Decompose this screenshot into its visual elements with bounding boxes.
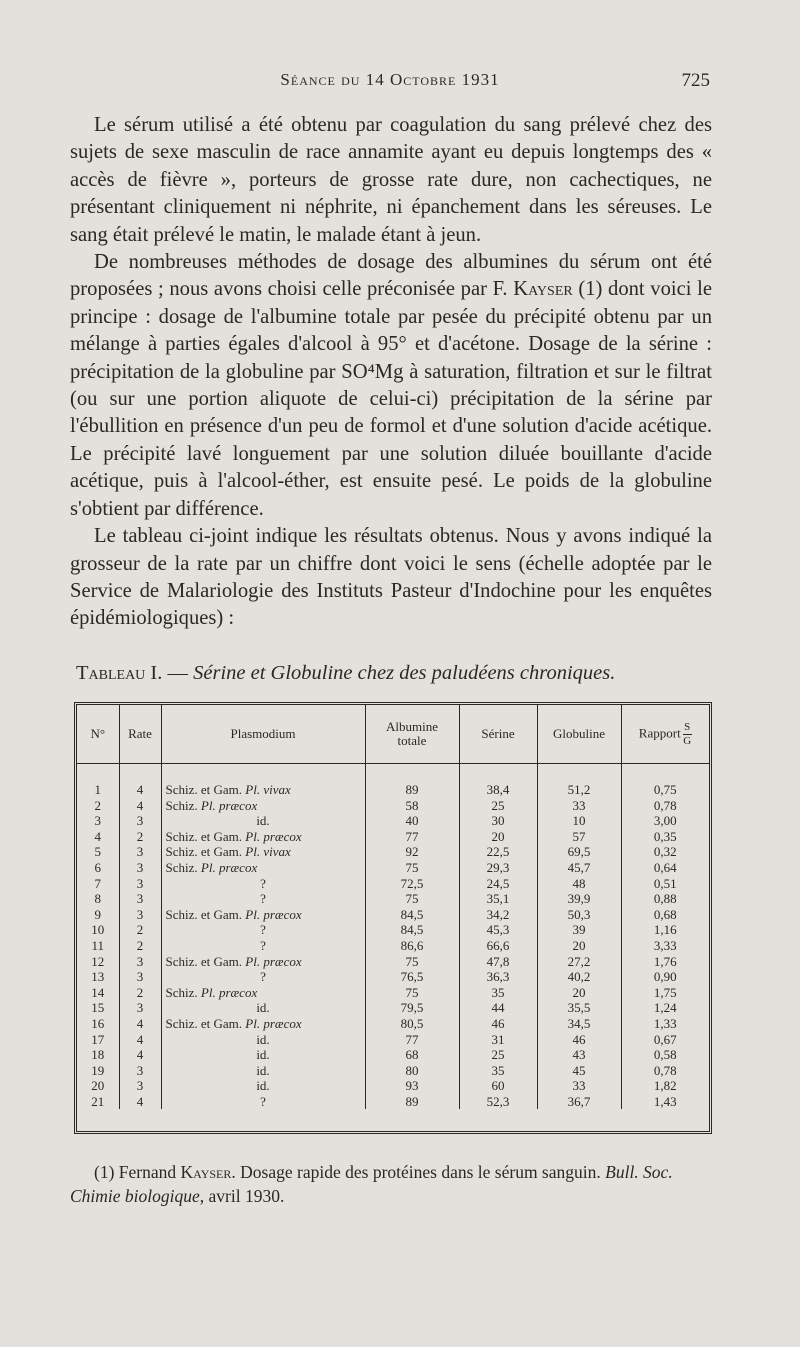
cell-rapport: 1,24 <box>621 1000 709 1016</box>
cell-rate: 2 <box>119 922 161 938</box>
cell-rapport: 1,76 <box>621 954 709 970</box>
cell-rapport: 0,75 <box>621 782 709 798</box>
table-header-row <box>77 705 709 764</box>
cell-rapport: 0,78 <box>621 798 709 814</box>
cell-no: 20 <box>91 1078 105 1094</box>
footnote-journal: Bull. Soc. Chimie biologique <box>70 1162 673 1206</box>
cell-no: 7 <box>94 875 101 891</box>
author-name: Kayser <box>513 278 573 301</box>
results-table <box>74 702 712 1134</box>
table-row <box>77 1078 709 1094</box>
cell-rapport: 1,75 <box>621 985 709 1001</box>
cell-no: 14 <box>91 984 105 1000</box>
cell-no: 12 <box>91 953 105 969</box>
cell-rate: 4 <box>119 798 161 814</box>
cell-plasmodium <box>161 813 365 829</box>
cell-rapport: 1,43 <box>621 1094 709 1110</box>
cell-serine: 22,5 <box>459 844 537 860</box>
cell-rapport: 0,78 <box>621 1063 709 1079</box>
header-rapport-label: Rapport <box>638 724 681 740</box>
cell-albumine: 40 <box>365 813 459 829</box>
cell-no: 6 <box>94 859 101 875</box>
cell-rate: 3 <box>119 907 161 923</box>
cell-albumine: 84,5 <box>365 922 459 938</box>
table-row <box>77 938 709 954</box>
cell-serine: 45,3 <box>459 922 537 938</box>
table-spacer-row <box>77 764 709 783</box>
cell-rate: 3 <box>119 1063 161 1079</box>
plasmodium-stage: id. <box>256 813 270 829</box>
table-row <box>77 1063 709 1079</box>
cell-serine: 29,3 <box>459 860 537 876</box>
cell-albumine: 75 <box>365 985 459 1001</box>
table-label: Tableau I. — <box>76 662 188 684</box>
cell-no: 2 <box>94 797 101 813</box>
cell-serine: 24,5 <box>459 876 537 892</box>
cell-no: 17 <box>91 1031 105 1047</box>
cell-no: 1 <box>94 782 101 797</box>
cell-globuline: 33 <box>537 798 621 814</box>
cell-globuline: 50,3 <box>537 907 621 923</box>
cell-no: 15 <box>91 1000 105 1016</box>
cell-albumine: 92 <box>365 844 459 860</box>
header-albumine-line2: totale <box>397 733 427 748</box>
cell-albumine: 84,5 <box>365 907 459 923</box>
plasmodium-stage: id. <box>256 1031 270 1047</box>
ratio-fraction <box>683 722 692 747</box>
cell-globuline: 20 <box>537 938 621 954</box>
cell-globuline: 20 <box>537 985 621 1001</box>
cell-rapport: 0,35 <box>621 829 709 845</box>
cell-plasmodium <box>161 922 365 938</box>
cell-serine: 35 <box>459 985 537 1001</box>
cell-rate: 4 <box>119 1094 161 1110</box>
cell-globuline: 69,5 <box>537 844 621 860</box>
table-row <box>77 1047 709 1063</box>
cell-globuline: 27,2 <box>537 954 621 970</box>
cell-globuline: 35,5 <box>537 1000 621 1016</box>
header-albumine-line1: Albumine <box>386 719 438 734</box>
cell-serine: 35 <box>459 1063 537 1079</box>
cell-no: 10 <box>91 922 105 938</box>
cell-albumine: 75 <box>365 954 459 970</box>
plasmodium-stage: Schiz. et Gam. <box>165 1015 246 1031</box>
fraction-numerator: S <box>684 720 691 733</box>
page-header <box>70 70 710 100</box>
header-rate: Rate <box>119 705 161 764</box>
cell-rate: 3 <box>119 1078 161 1094</box>
cell-rate: 4 <box>119 782 161 798</box>
cell-rapport: 1,33 <box>621 1016 709 1032</box>
cell-serine: 47,8 <box>459 954 537 970</box>
cell-rapport: 0,32 <box>621 844 709 860</box>
table-row <box>77 922 709 938</box>
cell-rapport: 0,67 <box>621 1032 709 1048</box>
cell-plasmodium <box>161 891 365 907</box>
cell-plasmodium <box>161 1032 365 1048</box>
header-serine: Sérine <box>459 705 537 764</box>
cell-plasmodium <box>161 829 365 845</box>
table-row <box>77 782 709 798</box>
cell-no: 19 <box>91 1062 105 1078</box>
cell-serine: 20 <box>459 829 537 845</box>
paragraph-1: Le sérum utilisé a été obtenu par coagulation du sang prélevé chez des sujets de sexe masculin de race annamite ayant eu depuis longtemps des « accès de fièvre », porteurs de grosse rate dure, non cachectiques, ne présentant cliniquement ni néphrite, ni épanchement dans les séreuses. Le sang était prélevé le matin, le malade étant à jeun. <box>70 114 712 246</box>
cell-albumine: 68 <box>365 1047 459 1063</box>
cell-no: 13 <box>91 969 105 985</box>
table-caption <box>76 662 716 685</box>
cell-albumine: 89 <box>365 782 459 798</box>
plasmodium-species: Pl. præcox <box>245 828 302 844</box>
cell-rate: 3 <box>119 969 161 985</box>
plasmodium-stage: id. <box>256 1047 270 1063</box>
cell-plasmodium <box>161 938 365 954</box>
table-row <box>77 1032 709 1048</box>
cell-globuline: 46 <box>537 1032 621 1048</box>
cell-globuline: 36,7 <box>537 1094 621 1110</box>
cell-serine: 44 <box>459 1000 537 1016</box>
plasmodium-stage: Schiz. et Gam. <box>165 782 246 797</box>
cell-no: 5 <box>94 844 101 860</box>
cell-plasmodium <box>161 1000 365 1016</box>
cell-serine: 35,1 <box>459 891 537 907</box>
cell-globuline: 10 <box>537 813 621 829</box>
cell-globuline: 48 <box>537 876 621 892</box>
cell-plasmodium <box>161 844 365 860</box>
body-text <box>70 112 712 633</box>
cell-rapport: 3,00 <box>621 813 709 829</box>
cell-rate: 4 <box>119 1016 161 1032</box>
paragraph-3: Le tableau ci-joint indique les résultats obtenus. Nous y avons indiqué la grosseur de la rate par un chiffre dont voici le sens (échelle adoptée par le Service de Malariologie des Instituts Pasteur d'Indochine pour les enquêtes épidémiologiques) : <box>70 525 712 630</box>
cell-plasmodium <box>161 985 365 1001</box>
cell-plasmodium <box>161 1063 365 1079</box>
plasmodium-species: Pl. præcox <box>200 797 258 813</box>
cell-albumine: 77 <box>365 1032 459 1048</box>
plasmodium-species: Pl. præcox <box>245 906 302 922</box>
plasmodium-stage: Schiz. <box>165 984 201 1000</box>
footnote-marker: (1) Fernand <box>94 1162 181 1182</box>
cell-albumine: 72,5 <box>365 876 459 892</box>
cell-no: 4 <box>94 828 101 844</box>
plasmodium-stage: Schiz. <box>165 797 201 813</box>
table-row <box>77 844 709 860</box>
cell-no: 3 <box>94 813 101 829</box>
cell-albumine: 77 <box>365 829 459 845</box>
plasmodium-stage: ? <box>260 922 266 938</box>
cell-plasmodium <box>161 1078 365 1094</box>
plasmodium-stage: Schiz. <box>165 859 201 875</box>
paragraph-2-rest: (1) dont voici le principe : dosage de l'albumine totale par pesée du précipité obtenu par un mélange à parties égales d'alcool à 95° et d'acétone. Dosage de la sérine : précipitation de la globuline par SO⁴Mg à saturation, filtration et sur le filtrat (ou sur une portion aliquote de celui-ci) précipitation de la sérine par l'ébullition en présence d'un peu de formol et d'une solution d'acide acétique. Le précipité lavé longuement par une solution diluée bouillante d'acide acétique, puis à l'alcool-éther, est ensuite pesé. Le poids de la globuline s'obtient par différence. <box>70 278 712 520</box>
cell-rapport: 1,16 <box>621 922 709 938</box>
plasmodium-stage: Schiz. et Gam. <box>165 953 246 969</box>
cell-albumine: 80,5 <box>365 1016 459 1032</box>
cell-plasmodium <box>161 1047 365 1063</box>
cell-rate: 3 <box>119 860 161 876</box>
cell-no: 16 <box>91 1015 105 1031</box>
paragraph-2-start: De nombreuses méthodes de dosage des albumines du sérum ont été proposées ; nous avons choisi celle préconisée par F. <box>70 251 712 301</box>
cell-albumine: 93 <box>365 1078 459 1094</box>
plasmodium-species: Pl. præcox <box>200 859 258 875</box>
cell-plasmodium <box>161 907 365 923</box>
plasmodium-stage: ? <box>260 1093 266 1109</box>
cell-globuline: 34,5 <box>537 1016 621 1032</box>
running-title: Séance du 14 Octobre 1931 <box>280 70 500 89</box>
cell-serine: 52,3 <box>459 1094 537 1110</box>
cell-albumine: 76,5 <box>365 969 459 985</box>
plasmodium-species: Pl. præcox <box>200 984 258 1000</box>
cell-rate: 3 <box>119 954 161 970</box>
cell-serine: 36,3 <box>459 969 537 985</box>
footnote-date: , avril 1930. <box>199 1186 285 1206</box>
cell-rapport: 0,64 <box>621 860 709 876</box>
cell-albumine: 75 <box>365 860 459 876</box>
cell-globuline: 40,2 <box>537 969 621 985</box>
table-row <box>77 985 709 1001</box>
cell-serine: 60 <box>459 1078 537 1094</box>
cell-rapport: 0,90 <box>621 969 709 985</box>
cell-no: 8 <box>94 891 101 907</box>
table-row <box>77 891 709 907</box>
cell-no: 9 <box>94 906 101 922</box>
cell-rate: 3 <box>119 813 161 829</box>
cell-rate: 4 <box>119 1032 161 1048</box>
plasmodium-stage: id. <box>256 1078 270 1094</box>
header-albumine <box>365 705 459 764</box>
cell-albumine: 58 <box>365 798 459 814</box>
cell-albumine: 80 <box>365 1063 459 1079</box>
plasmodium-species: Pl. præcox <box>245 953 302 969</box>
footnote-text <box>70 1160 712 1208</box>
table-row <box>77 1000 709 1016</box>
plasmodium-stage: ? <box>260 891 266 907</box>
table-title: Sérine et Globuline chez des paludéens chroniques. <box>193 662 616 684</box>
table-row <box>77 860 709 876</box>
cell-albumine: 86,6 <box>365 938 459 954</box>
table-row <box>77 969 709 985</box>
cell-rapport: 0,58 <box>621 1047 709 1063</box>
paragraph-2 <box>70 249 712 523</box>
table-row <box>77 829 709 845</box>
plasmodium-stage: id. <box>256 1000 270 1016</box>
table-row <box>77 798 709 814</box>
table-row <box>77 907 709 923</box>
header-plasmodium: Plasmodium <box>161 705 365 764</box>
cell-albumine: 75 <box>365 891 459 907</box>
cell-rate: 4 <box>119 1047 161 1063</box>
cell-rapport: 0,88 <box>621 891 709 907</box>
cell-rate: 3 <box>119 844 161 860</box>
cell-no: 21 <box>91 1093 105 1109</box>
cell-plasmodium <box>161 798 365 814</box>
cell-albumine: 79,5 <box>365 1000 459 1016</box>
plasmodium-stage: Schiz. et Gam. <box>165 828 246 844</box>
cell-rate: 2 <box>119 985 161 1001</box>
cell-plasmodium <box>161 954 365 970</box>
cell-rate: 3 <box>119 891 161 907</box>
cell-globuline: 57 <box>537 829 621 845</box>
data-table <box>77 705 709 1109</box>
cell-globuline: 45,7 <box>537 860 621 876</box>
plasmodium-stage: Schiz. et Gam. <box>165 906 246 922</box>
cell-plasmodium <box>161 876 365 892</box>
footnote-body: . Dosage rapide des protéines dans le sérum sanguin. <box>231 1162 606 1182</box>
cell-serine: 46 <box>459 1016 537 1032</box>
cell-serine: 38,4 <box>459 782 537 798</box>
plasmodium-stage: id. <box>256 1062 270 1078</box>
table-row <box>77 876 709 892</box>
cell-plasmodium <box>161 969 365 985</box>
page-number: 725 <box>681 70 710 91</box>
cell-albumine: 89 <box>365 1094 459 1110</box>
footnote <box>70 1160 712 1208</box>
table-row <box>77 813 709 829</box>
plasmodium-species: Pl. præcox <box>245 1015 302 1031</box>
plasmodium-stage: Schiz. et Gam. <box>165 844 246 860</box>
footnote-author: Kayser <box>180 1162 232 1182</box>
table-row <box>77 954 709 970</box>
cell-plasmodium <box>161 1016 365 1032</box>
cell-globuline: 33 <box>537 1078 621 1094</box>
cell-globuline: 51,2 <box>537 782 621 798</box>
plasmodium-species: Pl. vivax <box>245 844 291 860</box>
cell-no: 11 <box>91 937 105 953</box>
cell-serine: 25 <box>459 1047 537 1063</box>
header-globuline: Globuline <box>537 705 621 764</box>
plasmodium-stage: ? <box>260 969 266 985</box>
cell-rapport: 3,33 <box>621 938 709 954</box>
fraction-denominator: G <box>683 734 692 747</box>
cell-rate: 3 <box>119 876 161 892</box>
cell-no: 18 <box>91 1047 105 1063</box>
cell-rapport: 1,82 <box>621 1078 709 1094</box>
cell-plasmodium <box>161 782 365 798</box>
cell-serine: 30 <box>459 813 537 829</box>
cell-globuline: 39 <box>537 922 621 938</box>
header-no: N° <box>77 705 119 764</box>
cell-rapport: 0,51 <box>621 876 709 892</box>
cell-rate: 2 <box>119 829 161 845</box>
cell-serine: 66,6 <box>459 938 537 954</box>
cell-serine: 25 <box>459 798 537 814</box>
cell-globuline: 39,9 <box>537 891 621 907</box>
table-row <box>77 1016 709 1032</box>
plasmodium-stage: ? <box>260 875 266 891</box>
header-rapport <box>621 705 709 764</box>
cell-globuline: 43 <box>537 1047 621 1063</box>
plasmodium-species: Pl. vivax <box>245 782 291 797</box>
cell-plasmodium <box>161 860 365 876</box>
table-body <box>77 764 709 1110</box>
cell-rate: 3 <box>119 1000 161 1016</box>
cell-rate: 2 <box>119 938 161 954</box>
plasmodium-stage: ? <box>260 937 266 953</box>
cell-serine: 31 <box>459 1032 537 1048</box>
cell-globuline: 45 <box>537 1063 621 1079</box>
cell-plasmodium <box>161 1094 365 1110</box>
cell-serine: 34,2 <box>459 907 537 923</box>
cell-rapport: 0,68 <box>621 907 709 923</box>
table-row <box>77 1094 709 1110</box>
